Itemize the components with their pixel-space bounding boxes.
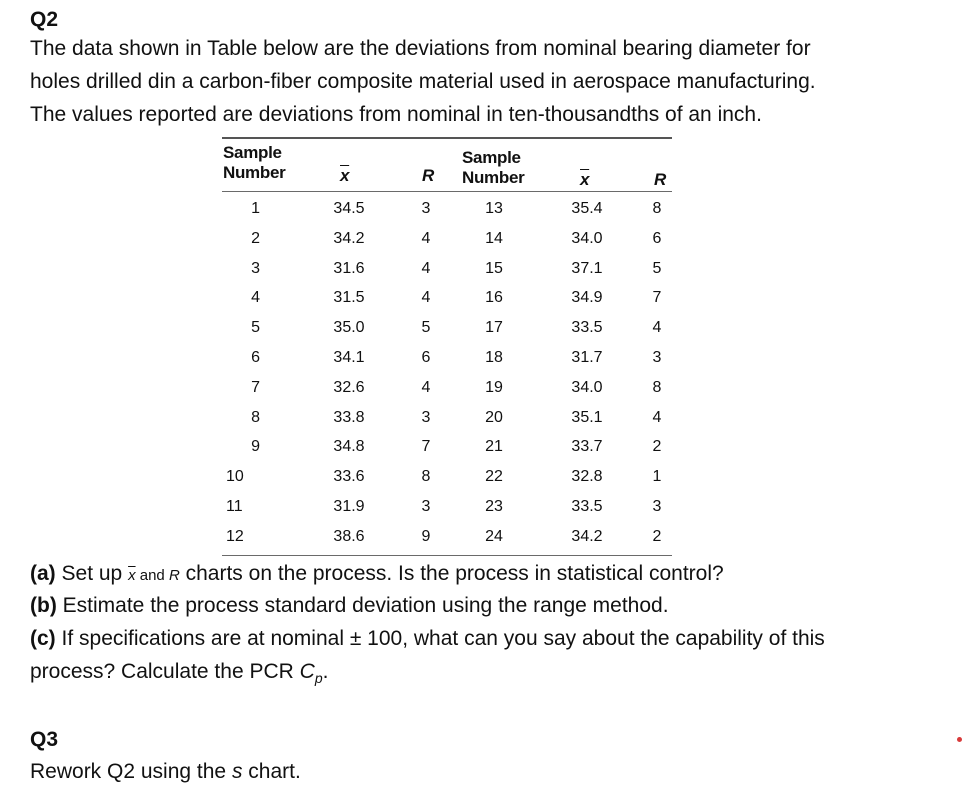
cell-right-sample: 13 xyxy=(485,200,503,217)
intro-line-1: The data shown in Table below are the deviations from nominal bearing diameter for xyxy=(30,37,811,60)
cell-left-range: 9 xyxy=(421,527,431,545)
cell-left-range: 5 xyxy=(421,319,431,337)
cell-right-sample: 23 xyxy=(485,498,503,515)
cell-left-xbar: 33.8 xyxy=(333,408,365,426)
cell-right-sample: 21 xyxy=(485,438,503,456)
cell-right-range: 4 xyxy=(652,408,662,426)
header-xbar-right: $\overline{x}$ xyxy=(580,170,590,189)
header-range-right: R xyxy=(654,170,666,189)
cell-left-range: 6 xyxy=(421,349,431,366)
question-c: (c) If specifications are at nominal ± 100, what can you say about the capability of this process? Calculate the PCR $C_p$. xyxy=(30,627,825,687)
question-b-label: (b) xyxy=(30,594,57,617)
cell-left-range: 3 xyxy=(421,408,431,426)
cell-left-sample: 11 xyxy=(226,498,243,515)
cell-right-xbar: 33.5 xyxy=(571,498,603,515)
cell-right-xbar: 35.1 xyxy=(571,408,603,426)
q3-text: Rework Q2 using the s chart. xyxy=(30,760,301,783)
cell-right-xbar: 31.7 xyxy=(571,349,603,366)
table-bottom-rule xyxy=(222,555,672,556)
cell-left-sample: 10 xyxy=(226,468,244,486)
red-dot-marker xyxy=(957,737,962,742)
cell-right-range: 4 xyxy=(652,319,662,337)
cell-right-sample: 15 xyxy=(485,259,503,277)
cell-right-range: 6 xyxy=(652,229,662,247)
cell-left-sample: 2 xyxy=(251,229,260,247)
cell-left-sample: 6 xyxy=(251,349,260,366)
cell-left-range: 8 xyxy=(421,468,431,486)
q2-intro xyxy=(30,32,816,131)
table-header-rule xyxy=(222,191,672,192)
header-sample-number-left: Sample Number xyxy=(223,143,286,182)
cell-left-xbar: 35.0 xyxy=(333,319,365,337)
cell-right-sample: 24 xyxy=(485,527,503,545)
header-sample-number-right: Sample Number xyxy=(462,148,525,187)
cell-right-sample: 22 xyxy=(485,468,503,486)
xbar-symbol: $\overline{x}$ xyxy=(128,567,136,584)
cell-left-xbar: 32.6 xyxy=(333,378,365,396)
cell-right-sample: 14 xyxy=(485,229,503,247)
cell-left-xbar: 31.5 xyxy=(333,289,365,307)
question-a: (a) Set up $\overline{x}$ and R charts on the process. Is the process in statistical control? xyxy=(30,562,724,585)
cell-left-range: 3 xyxy=(421,200,431,217)
cell-left-xbar: 31.9 xyxy=(333,498,365,515)
cell-right-range: 7 xyxy=(652,289,662,307)
cell-left-sample: 8 xyxy=(251,408,260,426)
cell-right-range: 2 xyxy=(652,438,662,456)
cell-right-range: 8 xyxy=(652,378,662,396)
cell-left-xbar: 33.6 xyxy=(333,468,365,486)
cell-left-range: 4 xyxy=(421,259,431,277)
header-xbar-left: $\overline{x}$ xyxy=(340,166,350,185)
cell-right-sample: 19 xyxy=(485,378,503,396)
q2-heading: Q2 xyxy=(30,8,59,31)
intro-line-3: The values reported are deviations from nominal in ten-thousandths of an inch. xyxy=(30,103,762,126)
cell-right-xbar: 34.0 xyxy=(571,378,603,396)
cell-left-xbar: 34.1 xyxy=(333,349,365,366)
cell-right-xbar: 37.1 xyxy=(571,259,603,277)
cell-right-sample: 18 xyxy=(485,349,503,366)
cell-left-range: 4 xyxy=(421,229,431,247)
cell-right-xbar: 33.5 xyxy=(571,319,603,337)
question-c-label: (c) xyxy=(30,627,56,650)
cell-left-range: 7 xyxy=(421,438,431,456)
cell-left-xbar: 31.6 xyxy=(333,259,365,277)
cell-right-range: 8 xyxy=(652,200,662,217)
cp-symbol: C xyxy=(299,660,315,683)
cell-right-xbar: 33.7 xyxy=(571,438,603,456)
cell-left-xbar: 38.6 xyxy=(333,527,365,545)
q3-heading: Q3 xyxy=(30,728,59,751)
cell-left-xbar: 34.5 xyxy=(333,200,365,217)
cell-right-range: 3 xyxy=(652,498,662,515)
cell-right-range: 3 xyxy=(652,349,662,366)
cell-right-sample: 16 xyxy=(485,289,503,307)
cell-left-sample: 1 xyxy=(251,200,260,217)
cell-left-sample: 9 xyxy=(251,438,260,456)
cell-left-xbar: 34.8 xyxy=(333,438,365,456)
table-top-rule xyxy=(222,137,672,139)
cell-right-sample: 20 xyxy=(485,408,503,426)
cell-left-range: 4 xyxy=(421,289,431,307)
cell-left-sample: 3 xyxy=(251,259,260,277)
cell-right-xbar: 34.2 xyxy=(571,527,603,545)
cell-right-range: 5 xyxy=(652,259,662,277)
cell-left-sample: 4 xyxy=(251,289,260,307)
cell-right-xbar: 34.0 xyxy=(571,229,603,247)
cell-left-sample: 5 xyxy=(251,319,260,337)
cell-right-xbar: 35.4 xyxy=(571,200,603,217)
r-symbol: R xyxy=(168,567,180,584)
cell-right-range: 2 xyxy=(652,527,662,545)
question-b: (b) Estimate the process standard deviation using the range method. xyxy=(30,594,669,617)
cell-left-sample: 7 xyxy=(251,378,260,396)
cell-right-range: 1 xyxy=(652,468,662,486)
cell-right-sample: 17 xyxy=(485,319,503,337)
cell-left-range: 3 xyxy=(421,498,431,515)
cell-left-xbar: 34.2 xyxy=(333,229,365,247)
intro-line-2: holes drilled din a carbon-fiber composite material used in aerospace manufacturing. xyxy=(30,70,816,93)
cell-left-sample: 12 xyxy=(226,527,244,545)
header-range-left: R xyxy=(422,166,434,185)
cell-left-range: 4 xyxy=(421,378,431,396)
question-a-label: (a) xyxy=(30,562,56,585)
cell-right-xbar: 34.9 xyxy=(571,289,603,307)
cell-right-xbar: 32.8 xyxy=(571,468,603,486)
